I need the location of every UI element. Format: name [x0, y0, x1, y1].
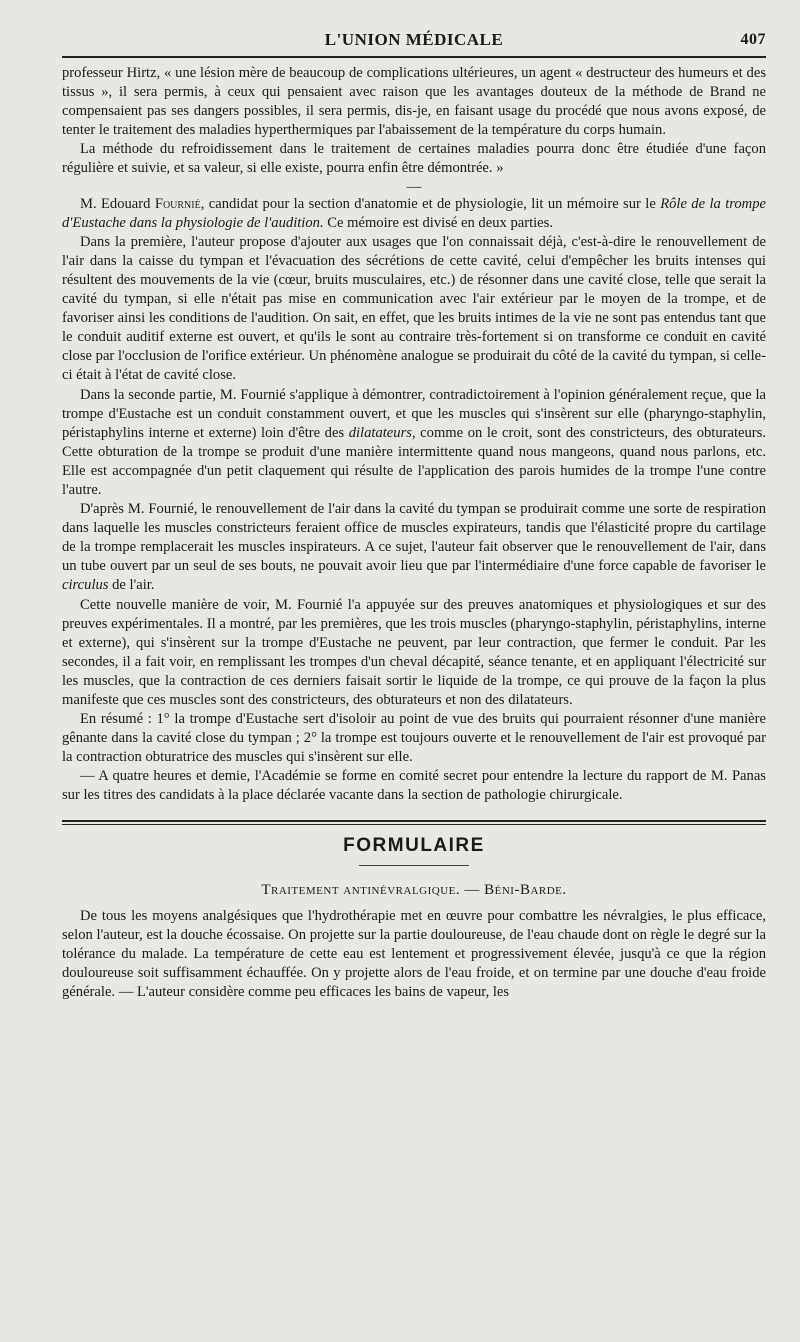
paragraph-comite-secret: — A quatre heures et demie, l'Académie se forme en comité secret pour entendre la lecture du rapport de M. Panas sur les titres des candidats à la place déclarée vacante dans la section de pathologie chirurgicale. [62, 768, 766, 804]
article-body [62, 64, 766, 806]
header-rule [62, 56, 766, 58]
paragraph-douche-ecossaise: De tous les moyens analgésiques que l'hydrothérapie met en œuvre pour combattre les névralgies, le plus efficace, selon l'auteur, est la douche écossaise. On projette sur la partie douloureuse, de l'eau chaude dont on règle le degré sur la tolérance du malade. La température de cette eau est lentement et progressivement élevée, jusqu'à ce que la région douloureuse soit suffisamment échauffée. On y projette alors de l'eau froide, et on termine par une douche d'eau froide générale. — L'auteur considère comme peu efficaces les bains de vapeur, les [62, 907, 766, 1000]
running-head [62, 28, 766, 52]
section-title-formulaire: FORMULAIRE [343, 834, 485, 856]
dash-separator: — [406, 178, 422, 195]
paragraph-fournie-intro: M. Edouard Fournié, candidat pour la section d'anatomie et de physiologie, lit un mémoire sur le Rôle de la trompe d'Eustache dans la physiologie de l'audition. Ce mémoire est divisé en deux parties. [62, 195, 766, 231]
section-divider [62, 820, 766, 825]
formulaire-body [62, 907, 766, 1002]
paragraph-hirtz-quote: professeur Hirtz, « une lésion mère de beaucoup de complications ultérieures, un agent « destructeur des humeurs et des tissus », il sera permis, à ceux qui pensaient avec raison que les avantages douteux de la méthode de Brand ne compensaient pas ses dangers possibles, il sera permis, dis-je, en faisant usage du procédé que nous avons exposé, de tenter le traitement des maladies hyperthermiques par l'abaissement de la température du corps humain. [62, 65, 766, 139]
author-name: Fournié [154, 195, 201, 212]
paragraph-resume: En résumé : 1° la trompe d'Eustache sert d'isoloir au point de vue des bruits qui pourraient résonner d'une manière gênante dans la cavité close du tympan ; 2° la trompe est toujours ouverte et le renouvellement de l'air est provoqué par la contraction obturatrice des muscles qui s'insèrent sur elle. [62, 711, 766, 766]
title-underline [359, 865, 469, 866]
paragraph-premiere-partie: Dans la première, l'auteur propose d'ajouter aux usages que l'on connaissait déjà, c'est-à-dire le renouvellement de l'air dans la caisse du tympan et l'évacuation des sécrétions de cette cavité, celui d'empêcher les bruits intenses qui résultent des mouvements de la vie (cœur, bruits musculaires, etc.) de résonner dans une cavité close, telle que serait la cavité du tympan, si elle n'était pas mise en communication avec l'air extérieur par le moyen de la trompe, et de favoriser ainsi les conditions de l'audition. On sait, en effet, que les bruits intimes de la vie ne sont pas entendus tant que le conduit auditif externe est ouvert, et qu'ils le sont au contraire très-fortement si on transforme ce conduit en cavité close par l'occlusion de l'orifice extérieur. Un phénomène analogue se produirait du côté de la cavité du tympan, si celle-ci était à l'état de cavité close. [62, 233, 766, 384]
journal-title: L'UNION MÉDICALE [324, 30, 504, 49]
memoir-title: Rôle de la trompe d'Eustache dans la physiologie de l'audition. [62, 195, 766, 231]
paragraph-respiration: D'après M. Fournié, le renouvellement de l'air dans la cavité du tympan se produirait comme une sorte de respiration dans laquelle les muscles constricteurs feraient office de muscles expirateurs, tandis que l'élasticité propre du cartilage de la trompe remplacerait les muscles inspirateurs. A ce sujet, l'auteur fait observer que le renouvellement de l'air, dans un tube ouvert par un seul de ses bouts, ne pouvait avoir lieu que par l'intermédiaire d'une force capable de favoriser le circulus de l'air. [62, 501, 766, 594]
paragraph-seconde-partie: Dans la seconde partie, M. Fournié s'applique à démontrer, contradictoirement à l'opinion généralement reçue, que la trompe d'Eustache est un conduit constamment ouvert, et que les muscles qui s'insèrent sur elle (pharyngo-staphylin, péristaphylins interne et externe) loin d'être des dilatateurs, comme on le croit, sont des constricteurs, des obturateurs. Cette obturation de la trompe se produit d'une manière intermittente quand nous mangeons, quand nous parlons, etc. Elle est accompagnée d'un petit claquement qui résulte de l'application des parois humides de la trompe l'une contre l'autre. [62, 386, 766, 498]
paragraph-preuves: Cette nouvelle manière de voir, M. Fournié l'a appuyée sur des preuves anatomiques et physiologiques et sur des preuves expérimentales. Il a montré, par les premières, que les trois muscles (pharyngo-staphylin, péristaphylins, interne et externe), qui s'insèrent sur la trompe d'Eustache ne peuvent, par leur contraction, que fermer le conduit. Par les secondes, il a fait voir, en remplissant les trompes d'un cheval décapité, séance tenante, et en appliquant l'électricité sur les muscles, que la contraction de ces derniers faisait sortir le liquide de la trompe, ce qui prouve de la façon la plus manifeste que ces muscles sont des constricteurs, des obturateurs et non des dilatateurs. [62, 596, 766, 708]
page-number: 407 [740, 31, 766, 48]
paragraph-refroidissement: La méthode du refroidissement dans le traitement de certaines maladies pourra donc être étudiée d'une façon régulière et suivie, et sa valeur, si elle existe, pourra enfin être démontrée. » [62, 141, 766, 177]
formula-subtitle: Traitement antinévralgique. — Béni-Barde. [261, 881, 567, 898]
